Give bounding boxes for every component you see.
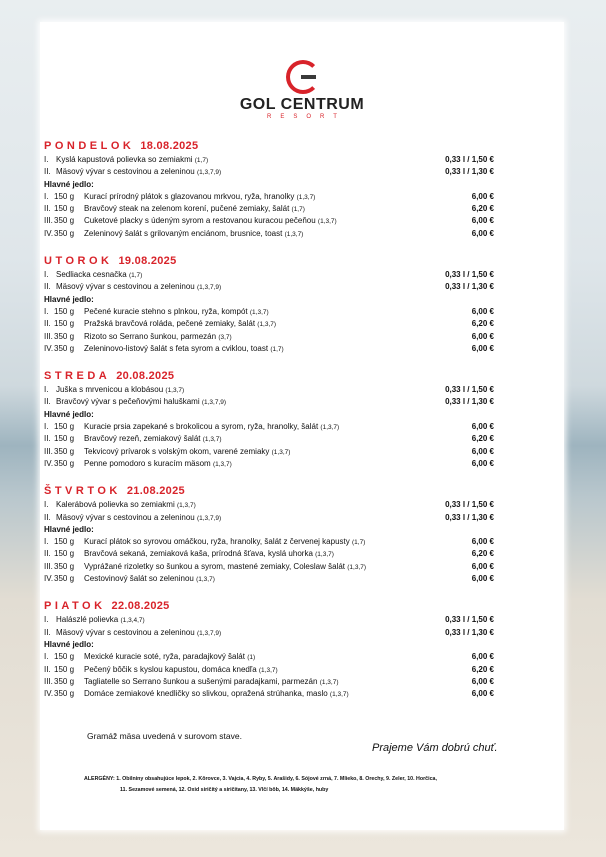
item-price: 0,33 l / 1,30 € <box>445 282 494 292</box>
item-price: 6,00 € <box>471 228 494 238</box>
item-name: Mäsový vývar s cestovinou a zeleninou <box>56 282 195 292</box>
item-name: Cestovinový šalát so zeleninou <box>84 574 194 584</box>
soup-row <box>44 154 494 166</box>
allergens-legend <box>84 774 544 796</box>
soup-row <box>44 281 494 293</box>
item-number: I. <box>44 306 49 316</box>
item-number: I. <box>44 191 49 201</box>
item-description <box>84 343 424 355</box>
item-price: 6,00 € <box>471 689 494 699</box>
item-price: 0,33 l / 1,30 € <box>445 167 494 177</box>
day-date: 21.08.2025 <box>126 485 185 498</box>
item-price: 6,00 € <box>471 458 494 468</box>
item-description <box>84 331 424 343</box>
item-allergens: (1,3,7,9) <box>196 514 222 522</box>
item-price: 6,00 € <box>471 652 494 662</box>
item-allergens: (1,3,7,9) <box>201 399 227 407</box>
item-price: 0,33 l / 1,30 € <box>445 397 494 407</box>
main-row <box>44 421 494 433</box>
main-course-label: Hlavné jedlo: <box>44 524 94 534</box>
allergens-line-1: ALERGÉNY: 1. Obilniny obsahujúce lepok, 2. Kôrovce, 3. Vajcia, 4. Ryby, 5. Arašidy, 6. Sójové zrná, 7. Mlieko, 8. Orechy, 9. Zeler, 10. Horčica, <box>84 776 437 782</box>
item-description <box>56 396 404 408</box>
main-row <box>44 548 494 560</box>
item-weight: 350 g <box>54 458 75 468</box>
logo-name <box>40 96 564 114</box>
item-allergens: (1,3,7) <box>329 691 349 699</box>
item-number: II. <box>44 512 51 522</box>
item-number: III. <box>44 446 53 456</box>
item-weight: 150 g <box>54 537 75 547</box>
item-number: I. <box>44 270 49 280</box>
item-weight: 350 g <box>54 331 75 341</box>
item-number: II. <box>44 319 51 329</box>
item-description <box>56 627 404 639</box>
item-description <box>84 318 424 330</box>
main-row <box>44 215 494 227</box>
item-weight: 350 g <box>54 574 75 584</box>
day-block <box>44 253 494 355</box>
item-price: 6,00 € <box>471 422 494 432</box>
day-block <box>44 368 494 470</box>
item-name: Bravčový rezeň, zemiakový šalát <box>84 434 201 444</box>
item-description <box>56 614 404 626</box>
item-allergens: (3,7) <box>218 333 232 341</box>
item-price: 0,33 l / 1,50 € <box>445 615 494 625</box>
item-weight: 150 g <box>54 652 75 662</box>
item-price: 6,00 € <box>471 331 494 341</box>
item-weight: 150 g <box>54 434 75 444</box>
item-number: I. <box>44 615 49 625</box>
weight-note: Gramáž mäsa uvedená v surovom stave. <box>87 731 242 741</box>
main-row <box>44 688 494 700</box>
item-name: Zeleninovo-listový šalát s feta syrom a cviklou, toast <box>84 343 269 353</box>
main-row <box>44 458 494 470</box>
day-title <box>44 253 494 269</box>
main-row <box>44 651 494 663</box>
logo-g-icon <box>286 60 318 92</box>
item-description <box>84 664 424 676</box>
item-price: 6,20 € <box>471 319 494 329</box>
item-description <box>56 384 404 396</box>
item-number: IV. <box>44 228 54 238</box>
main-row <box>44 203 494 215</box>
item-price: 6,20 € <box>471 204 494 214</box>
item-allergens: (1,3,7) <box>315 551 334 559</box>
logo-name-b: CENTRUM <box>280 96 365 113</box>
day-block <box>44 138 494 240</box>
logo-name-a: GOL <box>239 96 276 113</box>
item-allergens: (1,3,7) <box>347 563 367 571</box>
day-name: UTOROK <box>44 255 113 268</box>
item-price: 6,00 € <box>471 216 494 226</box>
item-number: IV. <box>44 574 54 584</box>
main-row <box>44 228 494 240</box>
item-description <box>84 191 424 203</box>
main-course-label: Hlavné jedlo: <box>44 294 94 304</box>
item-price: 6,00 € <box>471 343 494 353</box>
item-weight: 150 g <box>54 549 75 559</box>
item-description <box>84 203 424 215</box>
item-description <box>56 154 404 166</box>
item-allergens: (1,3,7) <box>317 218 337 226</box>
weekly-menu <box>44 138 494 713</box>
item-number: I. <box>44 422 49 432</box>
item-name: Kyslá kapustová polievka so zemiakmi <box>56 155 193 164</box>
item-allergens: (1,3,7) <box>319 678 339 686</box>
item-weight: 350 g <box>54 446 75 456</box>
item-name: Juška s mrvenicou a klobásou <box>56 385 164 395</box>
item-number: IV. <box>44 343 54 353</box>
soup-row <box>44 512 494 524</box>
item-allergens: (1,3,7) <box>257 321 277 329</box>
item-number: II. <box>44 549 51 559</box>
day-name: STREDA <box>44 370 111 383</box>
item-name: Mäsový vývar s cestovinou a zeleninou <box>56 512 195 522</box>
main-row <box>44 664 494 676</box>
day-title <box>44 368 494 384</box>
item-weight: 350 g <box>54 343 75 353</box>
item-name: Pečený bôčik s kyslou kapustou, domáca knedľa <box>84 664 257 674</box>
main-row <box>44 191 494 203</box>
item-weight: 350 g <box>54 216 75 226</box>
item-allergens: (1) <box>247 654 256 662</box>
item-description <box>84 433 424 445</box>
item-number: I. <box>44 500 49 510</box>
item-weight: 150 g <box>54 422 75 432</box>
item-description <box>84 458 424 470</box>
item-description <box>84 446 424 458</box>
logo-sub: RESORT <box>267 114 346 120</box>
item-weight: 150 g <box>54 306 75 316</box>
item-description <box>56 166 404 178</box>
item-allergens: (1,3,7) <box>165 387 185 395</box>
item-price: 6,00 € <box>471 191 494 201</box>
item-weight: 150 g <box>54 319 75 329</box>
item-allergens: (1,7) <box>270 345 284 353</box>
item-allergens: (1,3,7,9) <box>196 629 222 637</box>
day-name: PIATOK <box>44 600 106 613</box>
item-price: 6,00 € <box>471 446 494 456</box>
item-allergens: (1,7) <box>351 539 366 547</box>
item-allergens: (1,7) <box>194 157 209 164</box>
item-description <box>84 573 424 585</box>
main-row <box>44 676 494 688</box>
day-name: PONDELOK <box>44 140 135 152</box>
item-price: 0,33 l / 1,50 € <box>445 385 494 395</box>
soup-row <box>44 384 494 396</box>
item-allergens: (1,3,7) <box>271 448 291 456</box>
day-name: ŠTVRTOK <box>44 485 121 498</box>
soup-row <box>44 269 494 281</box>
item-allergens: (1,3,7) <box>196 576 215 584</box>
item-allergens: (1,3,7) <box>258 666 278 674</box>
soup-row <box>44 396 494 408</box>
main-course-label: Hlavné jedlo: <box>44 179 94 189</box>
item-weight: 150 g <box>54 664 75 674</box>
allergens-line-2: 11. Sezamové semená, 12. Oxid siričitý a siričitany, 13. Vlčí bôb, 14. Mäkkýše, huby <box>120 787 329 793</box>
item-name: Zeleninový šalát s grilovaným enciánom, brusnice, toast <box>84 228 283 238</box>
item-allergens: (1,7) <box>128 272 143 280</box>
item-name: Cuketové placky s údeným syrom a restovanou kuracou pečeňou <box>84 216 316 226</box>
item-name: Sedliacka cesnačka <box>56 270 127 280</box>
item-description <box>84 548 424 560</box>
day-date: 20.08.2025 <box>116 370 175 383</box>
day-title <box>44 483 494 499</box>
item-number: III. <box>44 561 53 571</box>
item-allergens: (1,3,7) <box>249 308 269 316</box>
item-description <box>84 228 424 240</box>
item-name: Kuracie prsia zapekané s brokolicou a syrom, ryža, hranolky, šalát <box>84 422 319 432</box>
item-weight: 350 g <box>54 689 75 699</box>
item-number: IV. <box>44 458 54 468</box>
item-description <box>56 281 404 293</box>
item-price: 6,20 € <box>471 549 494 559</box>
item-weight: 150 g <box>54 191 75 201</box>
main-row <box>44 561 494 573</box>
item-description <box>84 676 424 688</box>
main-row <box>44 433 494 445</box>
item-name: Tagliatelle so Serrano šunkou a sušenými paradajkami, parmezán <box>84 676 318 686</box>
item-number: I. <box>44 385 49 395</box>
main-row <box>44 306 494 318</box>
item-price: 0,33 l / 1,50 € <box>445 270 494 280</box>
soup-row <box>44 166 494 178</box>
item-name: Kalerábová polievka so zemiakmi <box>56 500 175 510</box>
soup-row <box>44 614 494 626</box>
item-name: Domáce zemiakové knedličky so slivkou, opražená strúhanka, maslo <box>84 689 328 699</box>
item-allergens: (1,3,7) <box>296 193 316 201</box>
day-date: 18.08.2025 <box>140 140 199 152</box>
item-allergens: (1,3,7) <box>176 502 196 510</box>
day-block <box>44 598 494 700</box>
day-block <box>44 483 494 585</box>
item-name: Mexické kuracie soté, ryža, paradajkový šalát <box>84 652 245 662</box>
soup-row <box>44 627 494 639</box>
day-title <box>44 598 494 614</box>
soup-row <box>44 499 494 511</box>
item-number: II. <box>44 397 51 407</box>
item-number: I. <box>44 652 49 662</box>
item-price: 6,00 € <box>471 306 494 316</box>
item-name: Penne pomodoro s kuracím mäsom <box>84 458 211 468</box>
item-price: 0,33 l / 1,30 € <box>445 512 494 522</box>
day-title <box>44 138 494 154</box>
item-name: Mäsový vývar s cestovinou a zeleninou <box>56 627 195 637</box>
wish-text: Prajeme Vám dobrú chuť. <box>372 742 498 754</box>
item-number: III. <box>44 216 53 226</box>
item-allergens: (1,3,4,7) <box>120 617 145 625</box>
item-description <box>56 499 404 511</box>
item-number: II. <box>44 664 51 674</box>
main-course-label: Hlavné jedlo: <box>44 409 94 419</box>
item-allergens: (1,7) <box>291 206 305 214</box>
item-allergens: (1,3,7) <box>212 460 232 468</box>
item-price: 0,33 l / 1,50 € <box>445 155 494 164</box>
main-row <box>44 573 494 585</box>
main-row <box>44 318 494 330</box>
item-number: I. <box>44 537 49 547</box>
item-price: 0,33 l / 1,30 € <box>445 627 494 637</box>
day-date: 19.08.2025 <box>118 255 177 268</box>
item-allergens: (1,3,7) <box>320 424 340 432</box>
item-price: 6,00 € <box>471 561 494 571</box>
item-allergens: (1,3,7) <box>202 436 222 444</box>
item-name: Pražská bravčová roláda, pečené zemiaky, šalát <box>84 319 256 329</box>
item-name: Vyprážané rizoletky so šunkou a syrom, mastené zemiaky, Coleslaw šalát <box>84 561 345 571</box>
item-name: Bravčový vývar s pečeňovými haluškami <box>56 397 200 407</box>
item-allergens: (1,3,7,9) <box>196 169 222 177</box>
item-name: Bravčová sekaná, zemiaková kaša, prírodná šťava, kyslá uhorka <box>84 549 313 559</box>
item-weight: 350 g <box>54 228 75 238</box>
main-row <box>44 536 494 548</box>
main-row <box>44 331 494 343</box>
item-description <box>84 651 424 663</box>
item-number: II. <box>44 627 51 637</box>
item-number: I. <box>44 155 49 164</box>
item-price: 6,00 € <box>471 537 494 547</box>
item-description <box>84 561 424 573</box>
item-description <box>56 269 404 281</box>
item-weight: 350 g <box>54 561 75 571</box>
item-number: II. <box>44 204 51 214</box>
item-name: Pečené kuracie stehno s plnkou, ryža, kompót <box>84 306 248 316</box>
item-description <box>84 688 424 700</box>
item-name: Kurací plátok so syrovou omáčkou, ryža, hranolky, šalát z červenej kapusty <box>84 537 350 547</box>
item-weight: 350 g <box>54 676 75 686</box>
item-price: 6,20 € <box>471 434 494 444</box>
item-name: Halászlé polievka <box>56 615 119 625</box>
item-name: Kurací prírodný plátok s glazovanou mrkvou, ryža, hranolky <box>84 191 295 201</box>
item-number: II. <box>44 282 51 292</box>
item-description <box>56 512 404 524</box>
item-number: III. <box>44 331 53 341</box>
item-allergens: (1,3,7) <box>284 230 304 238</box>
item-weight: 150 g <box>54 204 75 214</box>
item-price: 6,20 € <box>471 664 494 674</box>
item-name: Tekvicový prívarok s volským okom, varené zemiaky <box>84 446 270 456</box>
item-number: IV. <box>44 689 54 699</box>
item-allergens: (1,3,7,9) <box>196 284 222 292</box>
item-price: 0,33 l / 1,50 € <box>445 500 494 510</box>
item-number: II. <box>44 434 51 444</box>
main-row <box>44 343 494 355</box>
item-number: III. <box>44 676 53 686</box>
item-description <box>84 421 424 433</box>
day-date: 22.08.2025 <box>111 600 170 613</box>
item-price: 6,00 € <box>471 574 494 584</box>
main-row <box>44 446 494 458</box>
item-price: 6,00 € <box>471 676 494 686</box>
item-description <box>84 306 424 318</box>
item-name: Mäsový vývar s cestovinou a zeleninou <box>56 167 195 177</box>
item-description <box>84 536 424 548</box>
item-number: II. <box>44 167 51 177</box>
logo <box>40 60 564 120</box>
item-name: Rizoto so Serrano šunkou, parmezán <box>84 331 217 341</box>
main-course-label: Hlavné jedlo: <box>44 639 94 649</box>
item-description <box>84 215 424 227</box>
item-name: Bravčový steak na zelenom korení, pučené zemiaky, šalát <box>84 204 290 214</box>
